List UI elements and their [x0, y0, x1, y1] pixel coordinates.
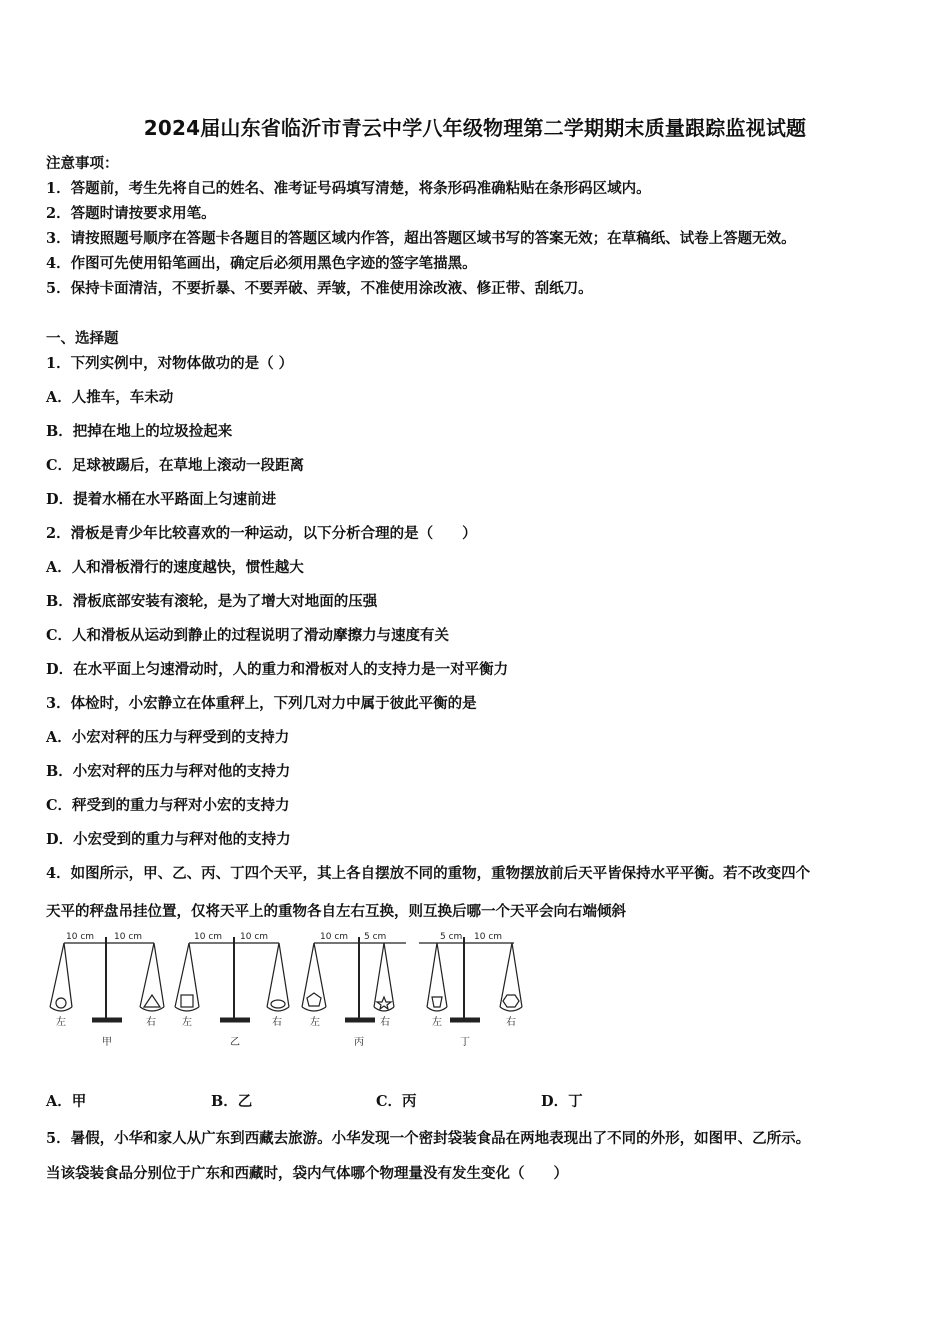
- question-2-option-a: A．人和滑板滑行的速度越快，惯性越大: [46, 559, 304, 576]
- question-4-stem-line-2: 天平的秤盘吊挂位置，仅将天平上的重物各自左右互换，则互换后哪一个天平会向右端倾斜: [46, 903, 626, 920]
- balance-ding-left-distance: 5 cm: [440, 932, 463, 942]
- question-3-option-a: A．小宏对秤的压力与秤受到的支持力: [46, 729, 290, 746]
- question-4-option-a: A．甲: [46, 1093, 87, 1110]
- balance-bing: [302, 937, 406, 1020]
- question-4-stem-line-1: 4．如图所示，甲、乙、丙、丁四个天平，其上各自摆放不同的重物，重物摆放前后天平皆保持水平平衡。若不改变四个: [46, 865, 811, 882]
- balance-bing-right-label: 右: [380, 1017, 390, 1028]
- question-2-option-c: C．人和滑板从运动到静止的过程说明了滑动摩擦力与速度有关: [46, 627, 450, 644]
- balance-jia-name: 甲: [102, 1037, 112, 1048]
- balance-jia-left-distance: 10 cm: [66, 932, 95, 942]
- question-1-option-d: D．提着水桶在水平路面上匀速前进: [46, 491, 277, 508]
- balance-jia-right-distance: 10 cm: [114, 932, 143, 942]
- question-1-option-b: B．把掉在地上的垃圾捡起来: [46, 423, 233, 440]
- question-5-stem-line-2: 当该袋装食品分别位于广东和西藏时，袋内气体哪个物理量没有发生变化（ ）: [46, 1165, 568, 1182]
- section-heading: 一、选择题: [46, 330, 119, 347]
- balance-bing-left-label: 左: [310, 1017, 320, 1028]
- balances-svg: [44, 925, 534, 1055]
- page-title: 2024届山东省临沂市青云中学八年级物理第二学期期末质量跟踪监视试题: [143, 116, 807, 140]
- balance-yi-left-label: 左: [182, 1017, 192, 1028]
- question-1-option-c: C．足球被踢后，在草地上滚动一段距离: [46, 457, 305, 474]
- question-3-option-c: C．秤受到的重力与秤对小宏的支持力: [46, 797, 290, 814]
- balance-jia: [50, 937, 164, 1020]
- balance-bing-name: 丙: [354, 1037, 364, 1048]
- question-2-stem: 2．滑板是青少年比较喜欢的一种运动，以下分析合理的是（ ）: [46, 525, 477, 542]
- balance-yi-right-label: 右: [272, 1017, 282, 1028]
- question-4-option-b: B．乙: [211, 1093, 253, 1110]
- balance-ding-name: 丁: [460, 1037, 470, 1048]
- question-4-option-c: C．丙: [376, 1093, 417, 1110]
- question-2-option-b: B．滑板底部安装有滚轮，是为了增大对地面的压强: [46, 593, 378, 610]
- question-3-stem: 3．体检时，小宏静立在体重秤上，下列几对力中属于彼此平衡的是: [46, 695, 477, 712]
- notice-heading: 注意事项：: [46, 155, 119, 172]
- question-1-stem: 1．下列实例中，对物体做功的是（ ）: [46, 355, 294, 372]
- question-1-option-a: A．人推车，车未动: [46, 389, 174, 406]
- question-4-options: [46, 1090, 746, 1111]
- balance-jia-left-label: 左: [56, 1017, 66, 1028]
- balance-ding: [419, 937, 522, 1020]
- question-5-stem-line-1: 5．暑假，小华和家人从广东到西藏去旅游。小华发现一个密封袋装食品在两地表现出了不同的外形，如图甲、乙所示。: [46, 1130, 811, 1147]
- balances-figure: [44, 925, 534, 1055]
- balance-ding-right-distance: 10 cm: [474, 932, 503, 942]
- notice-item: 5．保持卡面清洁，不要折暴、不要弄破、弄皱，不准使用涂改液、修正带、刮纸刀。: [46, 280, 593, 297]
- balance-jia-right-label: 右: [146, 1017, 156, 1028]
- balance-yi-left-distance: 10 cm: [194, 932, 223, 942]
- notice-item: 3．请按照题号顺序在答题卡各题目的答题区域内作答，超出答题区域书写的答案无效；在草稿纸、试卷上答题无效。: [46, 230, 796, 247]
- notice-item: 1．答题前，考生先将自己的姓名、准考证号码填写清楚，将条形码准确粘贴在条形码区域内。: [46, 180, 651, 197]
- notice-item: 4．作图可先使用铅笔画出，确定后必须用黑色字迹的签字笔描黑。: [46, 255, 477, 272]
- balance-bing-left-distance: 10 cm: [320, 932, 349, 942]
- balance-ding-right-label: 右: [506, 1017, 516, 1028]
- notice-item: 2．答题时请按要求用笔。: [46, 205, 216, 222]
- balance-yi-right-distance: 10 cm: [240, 932, 269, 942]
- balance-bing-right-distance: 5 cm: [364, 932, 387, 942]
- question-2-option-d: D．在水平面上匀速滑动时，人的重力和滑板对人的支持力是一对平衡力: [46, 661, 509, 678]
- question-4-option-d: D．丁: [541, 1093, 583, 1110]
- balance-yi-name: 乙: [230, 1037, 240, 1048]
- balance-ding-left-label: 左: [432, 1017, 442, 1028]
- balance-yi: [175, 937, 289, 1020]
- question-3-option-d: D．小宏受到的重力与秤对他的支持力: [46, 831, 291, 848]
- question-3-option-b: B．小宏对秤的压力与秤对他的支持力: [46, 763, 291, 780]
